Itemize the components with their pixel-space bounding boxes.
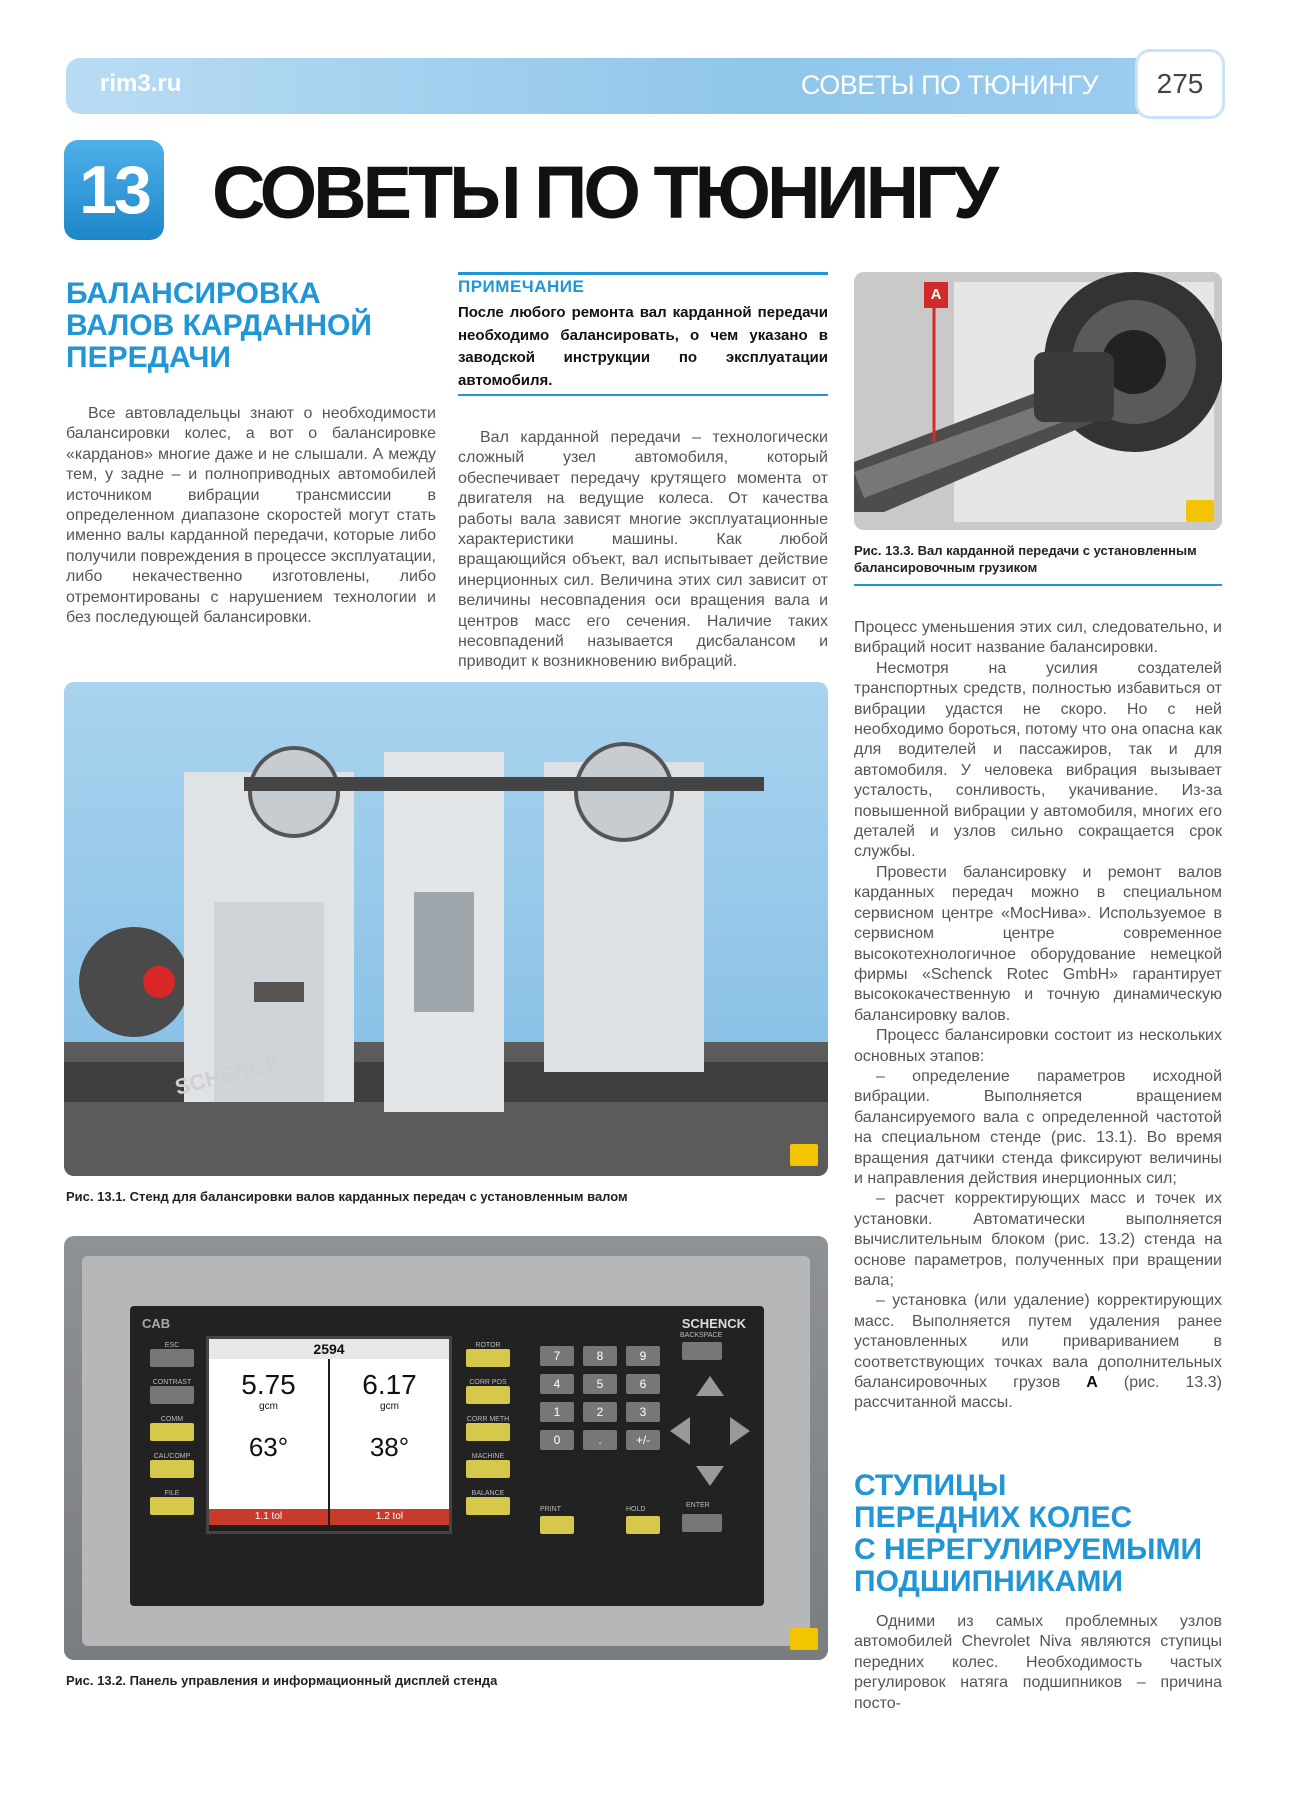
contrast-key[interactable] [150,1386,194,1404]
numpad-key[interactable]: . [583,1430,617,1450]
key-label: ESC [164,1342,180,1349]
column3-text [854,618,1222,1414]
figure-13-3-caption: Рис. 13.3. Вал карданной передачи с установленным балансировочным грузиком [854,543,1197,575]
running-header [66,58,1218,114]
panel-brand: SCHENCK [681,1316,746,1331]
numpad [540,1346,660,1450]
key-label: ROTOR [475,1342,501,1349]
callout-reference: A [1086,1374,1098,1392]
paragraph: – определение параметров исходной вибрации. Выполняется вращением балансируемого вала с определенной частотой на специальном стенде (рис. 13.1). Во время вращения датчики стенда фиксируют величины и направления действия инерционных сил; [854,1067,1222,1187]
esc-key[interactable] [150,1349,194,1367]
left-angle-value: 63° [248,1432,289,1462]
key-label: COMM [160,1416,184,1423]
display-screen [206,1336,452,1534]
section2-title-line: ПЕРЕДНИХ КОЛЕС [854,1501,1133,1534]
balancing-stand-illustration [64,682,828,1176]
key-label: MACHINE [471,1453,505,1460]
numpad-key[interactable]: 5 [583,1374,617,1394]
machine-key[interactable] [466,1460,510,1478]
section1-heading [66,278,426,374]
text-run: (рис. 13.3) рассчитанной массы. [854,1374,1222,1412]
left-plane-status: 1.1 tol [209,1509,328,1525]
callout-label-a: A [924,282,948,308]
page-number: 275 [1138,52,1222,116]
section1-title-line: БАЛАНСИРОВКА [66,277,321,310]
note-divider [458,394,828,396]
figure-13-2-photo [64,1236,828,1660]
left-unit: gcm [259,1401,278,1412]
section2-heading [854,1470,1222,1598]
section2-title-line: С НЕРЕГУЛИРУЕМЫМИ [854,1533,1203,1566]
chapter-title: СОВЕТЫ ПО ТЮНИНГУ [212,151,996,234]
file-key[interactable] [150,1497,194,1515]
paragraph: Все автовладельцы знают о необходимости балансировки колес, а вот о балансировке «карданов» многие даже и не слышали. А между тем, у задне – и полноприводных автомобилей источником вибрации трансмиссии в определенном диапазоне скоростей могут стать именно валы карданной передачи, которые либо получили повреждения в процессе эксплуатации, либо некачественно изготовлены, либо отремонтированы с нарушением технологии и без последующей балансировки. [66,405,436,627]
key-label: CONTRAST [152,1379,192,1386]
paragraph: Несмотря на усилия создателей транспортных средств, полностью избавиться от вибрации удастся не скоро. Но с ней необходимо бороться, потому что она опасна как для водителей и пассажиров, так и для автомобиля. У человека вибрация вызывает усталость, сонливость, укачивание. Из-за повышенной вибрации у автомобиля, многих его деталей и узлов сильно сокращается срок службы. [854,659,1222,861]
left-unbalance-value: 5.75 [241,1369,296,1400]
paragraph [854,1291,1222,1413]
section1-title-line: ПЕРЕДАЧИ [66,341,231,374]
numpad-key[interactable]: 0 [540,1430,574,1450]
print-key-label: PRINT [540,1506,561,1513]
arrow-keys[interactable] [670,1376,750,1486]
paragraph: Вал карданной передачи – технологически сложный узел автомобиля, который обеспечивает передачу крутящего момента от двигателя на ведущие колеса. От качества работы вала зависят многие эксплуатационные характеристики машины. Как любой вращающийся объект, вал испытывает действие инерционных сил. Величина этих сил зависит от величины несовпадения оси вращения вала и центров масс его сечения. Наличие таких несовпадений называется дисбалансом и приводит к возникновению вибраций. [458,429,828,671]
section1-title-line: ВАЛОВ КАРДАННОЙ [66,309,372,342]
section2-text [854,1612,1222,1714]
numpad-key[interactable]: 7 [540,1346,574,1366]
text-run: – установка (или удаление) корректирующих масс. Выполняется путем удаления ранее установленных или привариванием в соответствующих точках вала дополнительных балансировочных грузов [854,1292,1222,1392]
numpad-key[interactable]: +/- [626,1430,660,1450]
corr-pos-key[interactable] [466,1386,510,1404]
site-name[interactable]: rim3.ru [100,70,182,97]
key-label: CAL/COMP [153,1453,191,1460]
paragraph: Провести балансировку и ремонт валов карданных передач можно в специальном сервисном центре «МосНива». Используемое в сервисном центре современное высокотехнологичное оборудование немецкой фирмы «Schenck Rotec GmbH» гарантирует высококачественную и точную динамическую балансировку валов. [854,863,1222,1024]
numpad-key[interactable]: 6 [626,1374,660,1394]
enter-key[interactable] [682,1514,722,1532]
right-plane-status: 1.2 tol [330,1509,449,1525]
car-icon [790,1628,818,1650]
control-panel [130,1306,764,1606]
running-section-title: СОВЕТЫ ПО ТЮНИНГУ [800,70,1098,100]
right-plane-panel [330,1359,449,1509]
figure-13-1-photo [64,682,828,1176]
key-label: FILE [164,1490,180,1497]
mid-key-column [466,1342,510,1515]
cal-comp-key[interactable] [150,1460,194,1478]
rpm-counter: 2594 [209,1339,449,1359]
key-label: CORR METH [466,1416,510,1423]
figure-13-3-photo [854,272,1222,530]
hold-key-label: HOLD [626,1506,646,1513]
paragraph: Процесс уменьшения этих сил, следовательно, и вибраций носит название балансировки. [854,619,1222,657]
print-key[interactable] [540,1516,574,1534]
section2-title-line: СТУПИЦЫ [854,1469,1007,1502]
stand-brand-label: SCHENCK [172,1049,285,1100]
car-icon [1186,500,1214,522]
caption-divider [854,584,1222,586]
numpad-key[interactable]: 3 [626,1402,660,1422]
key-label: CORR POS [469,1379,507,1386]
column2-text [458,428,828,673]
model-label: CAB [142,1316,171,1331]
note-text: После любого ремонта вал карданной передачи необходимо балансировать, о чем указано в заводской инструкции по эксплуатации автомобиля. [458,304,828,389]
figure-13-1-caption: Рис. 13.1. Стенд для балансировки валов карданных передач с установленным валом [66,1189,628,1204]
key-label: BALANCE [471,1490,505,1497]
paragraph: Одними из самых проблемных узлов автомобилей Chevrolet Niva являются ступицы передних колес. Необходимость частых регулировок натяга подшипников – причина посто- [854,1613,1222,1712]
backspace-key-label: BACKSPACE [680,1332,723,1339]
car-icon [790,1144,818,1166]
paragraph: – расчет корректирующих масс и точек их установки. Автоматически выполняется вычислительным блоком (рис. 13.2) стенда на основе параметров, полученных при вращении вала; [854,1190,1222,1289]
figure-13-2-caption: Рис. 13.2. Панель управления и информационный дисплей стенда [66,1673,498,1688]
paragraph: Процесс балансировки состоит из нескольких основных этапов: [854,1027,1222,1065]
right-angle-value: 38° [369,1432,410,1462]
left-plane-panel [209,1359,328,1509]
numpad-key[interactable]: 2 [583,1402,617,1422]
balance-key[interactable] [466,1497,510,1515]
section2-title-line: ПОДШИПНИКАМИ [854,1565,1123,1598]
corr-meth-key[interactable] [466,1423,510,1441]
enter-key-label: ENTER [686,1502,710,1509]
comm-key[interactable] [150,1423,194,1441]
rotor-key[interactable] [466,1349,510,1367]
backspace-key[interactable] [682,1342,722,1360]
numpad-key[interactable]: 4 [540,1374,574,1394]
right-unbalance-value: 6.17 [362,1369,417,1400]
driveshaft-illustration [854,272,1222,530]
hold-key[interactable] [626,1516,660,1534]
left-key-column [150,1342,194,1515]
numpad-key[interactable]: 8 [583,1346,617,1366]
numpad-key[interactable]: 9 [626,1346,660,1366]
right-unit: gcm [380,1401,399,1412]
chapter-number: 13 [64,140,164,240]
numpad-key[interactable]: 1 [540,1402,574,1422]
note-heading: ПРИМЕЧАНИЕ [458,272,828,297]
column1-text [66,404,436,628]
